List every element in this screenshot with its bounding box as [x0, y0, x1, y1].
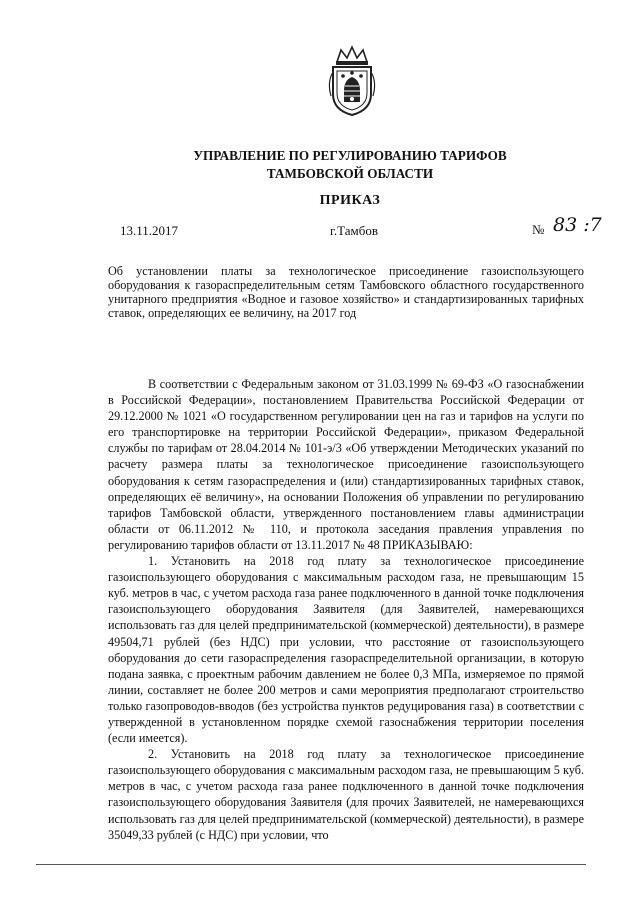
order-title: ПРИКАЗ [319, 193, 381, 208]
order-number-handwritten: 83 :7 [553, 214, 602, 236]
item-2-paragraph: 2. Установить на 2018 год плату за технологическое присоединение газоиспользующего оборудования с максимальным расходом газа, не превышающим 5 куб. метров в час, с учетом расхода газа ранее подключенного в данной точке подключения газоиспользующего оборудования Заявителя (для прочих Заявителей, не намеревающихся использовать газ для целей предпринимательской (коммерческой) деятельности), в размере 35049,33 рублей (с НДС) при условии, что [108, 747, 584, 842]
item-1-paragraph: 1. Установить на 2018 год плату за технологическое присоединение газоиспользующего оборудования с максимальным расходом газа, не превышающим 15 куб. метров в час, с учетом расхода газа ранее подключенного в данной точке подключения газоиспользующего оборудования Заявителя (для Заявителей, намеревающихся использовать газ для целей предпринимательской (коммерческой) деятельности), в размере 49504,71 рублей (без НДС) при условии, что расстояние от газоиспользующего оборудования до сети газораспределения газораспределительной организации, в которую подана заявка, с проектным рабочим давлением не более 0,3 МПа, измеряемое по прямой линии, составляет не более 200 метров и сами мероприятия предполагают строительство только газопроводов-вводов (без устройства пунктов редуцирования газа) в соответствии с утвержденной в установленном порядке схемой газоснабжения территории поселения (если имеется). [108, 554, 584, 746]
agency-heading-line2: ТАМБОВСКОЙ ОБЛАСТИ [266, 166, 434, 181]
order-subject: Об установлении платы за технологическое присоединение газоиспользующего оборудования к газораспределительным сетям Тамбовского областного государственного унитарного предприятия «Водное и газовое хозяйство» и стандартизированных тарифных ставок, определяющих ее величину, на 2017 год [108, 264, 584, 320]
agency-heading [150, 147, 550, 183]
order-city: г.Тамбов [330, 223, 378, 238]
order-body [108, 376, 584, 843]
order-number-label: № [532, 222, 545, 237]
footer-rule [36, 864, 586, 865]
coat-of-arms-icon [323, 44, 381, 118]
agency-heading-line1: УПРАВЛЕНИЕ ПО РЕГУЛИРОВАНИЮ ТАРИФОВ [193, 148, 507, 163]
preamble-paragraph: В соответствии с Федеральным законом от 31.03.1999 № 69-ФЗ «О газоснабжении в Российской Федерации», постановлением Правительства Российской Федерации от 29.12.2000 № 1021 «О государственном регулировании цен на газ и тарифов на услуги по его транспортировке на территории Российской Федерации», приказом Федеральной службы по тарифам от 28.04.2014 № 101-э/3 «Об утверждении Методических указаний по расчету размера платы за технологическое присоединение газоиспользующего оборудования к сетям газораспределения и (или) стандартизированных тарифных ставок, определяющих её величину», на основании Положения об управлении по регулированию тарифов Тамбовской области, утвержденного постановлением главы администрации области от 06.11.2012 № 110, и протокола заседания правления управления по регулированию тарифов области от 13.11.2017 № 48 ПРИКАЗЫВАЮ: [108, 377, 584, 552]
order-date: 13.11.2017 [120, 223, 179, 238]
